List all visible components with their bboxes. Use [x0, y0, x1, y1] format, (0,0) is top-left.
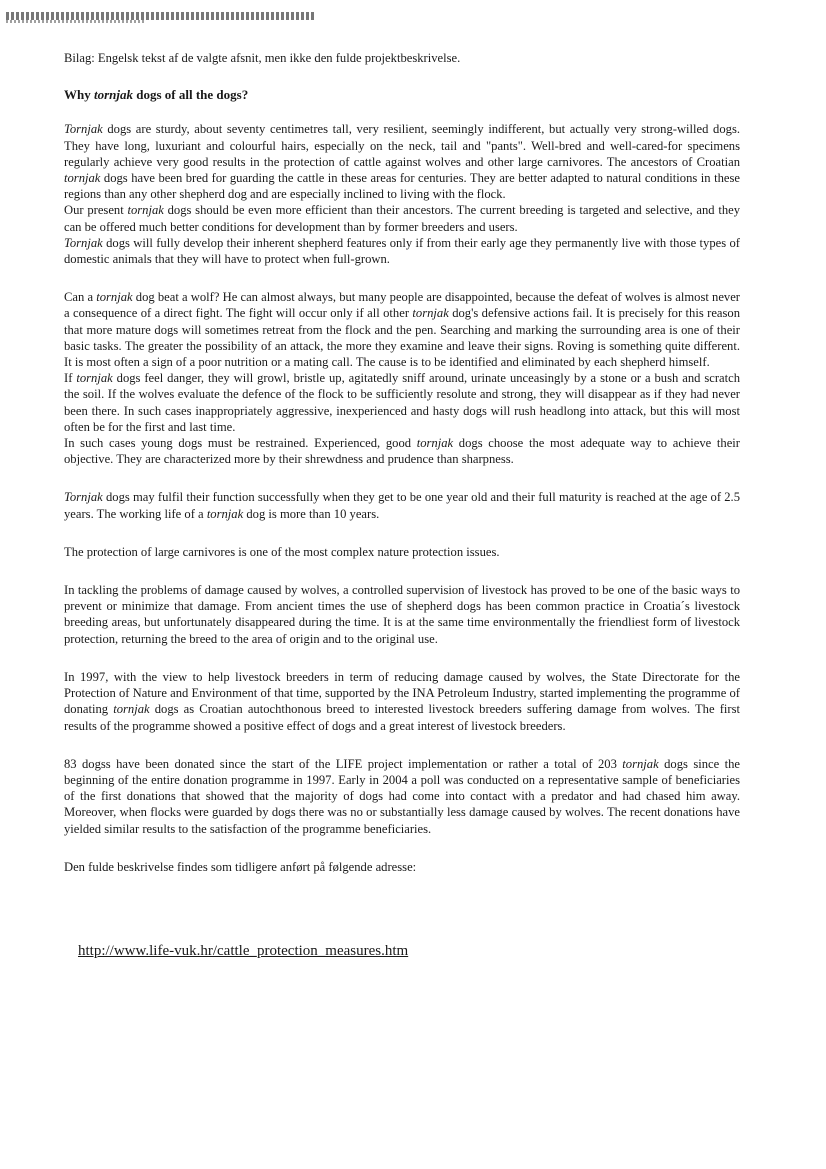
appendix-note: Bilag: Engelsk tekst af de valgte afsnit, men ikke den fulde projektbeskrivelse. — [64, 51, 461, 65]
paragraph-carnivore-protection: The protection of large carnivores is one of the most complex nature protection issues. — [64, 544, 500, 559]
paragraph-livestock-supervision: In tackling the problems of damage caused by wolves, a controlled supervision of livestock has proved to be one of the basic ways to prevent or minimize that damage. From ancient times the use of shepherd dogs has been common practice in Croatia´s livestock breeding areas, but unfortunately disappeared during the time. It is at the same time environmentally the friendliest form of livestock protection, returning the breed to the area of origin and to the original use. — [64, 583, 740, 646]
document-title: Why tornjak dogs of all the dogs? — [64, 87, 249, 103]
paragraph-young-dogs: In such cases young dogs must be restrained. Experienced, good tornjak dogs choose the most adequate way to achieve their objective. They are characterized more by their shrewdness and prudence than sharpness. — [64, 436, 740, 467]
paragraph-danger: If tornjak dogs feel danger, they will growl, bristle up, agitatedly sniff around, urinate unceasingly by a stone or a bush and scratch the soil. If the wolves evaluate the defence of the flock to be sufficiently resolute and strong, they will disappear as if they had never been there. In such cases inappropriately aggressive, inexperienced and hasty dogs will rush headlong into attack, but this will most often be for the first and last time. — [64, 371, 740, 434]
project-url-link[interactable]: http://www.life-vuk.hr/cattle_protection_measures.htm — [78, 942, 409, 959]
paragraph-present-dogs: Our present tornjak dogs should be even more efficient than their ancestors. The current breeding is targeted and selective, and they can be offered much better conditions for development than by former breeders and users. Tornjak dogs will fully develop their inherent shepherd features only if from their early age they permanently live with those types of domestic animals that they will have to protect when full-grown. — [64, 203, 740, 267]
paragraph-maturity: Tornjak dogs may fulfil their function successfully when they get to be one year old and their full maturity is reached at the age of 2.5 years. The working life of a tornjak dog is more than 10 years. — [64, 490, 740, 521]
paragraph-life-project: 83 dogss have been donated since the start of the LIFE project implementation or rather a total of 203 tornjak dogs since the beginning of the entire donation programme in 1997. Early in 2004 a poll was conducted on a representative sample of beneficiaries of the first donations that showed that the majority of dogs had come into contact with a predator and had chased him away. Moreover, when flocks were guarded by dogs there was no or substantially less damage caused by wolves. The recent donations have yielded similar results to the satisfaction of the programme beneficiaries. — [64, 756, 741, 836]
scan-artifact-2 — [6, 20, 146, 23]
paragraph-wolf-fight: Can a tornjak dog beat a wolf? He can almost always, but many people are disappointed, because the defeat of wolves is almost never a consequence of a direct fight. The fight will occur only if all other tornjak dog's defensive actions fail. It is precisely for this reason that more mature dogs will sometimes retreat from the flock and the pen. Searching and marking the surrounding area is one of their basic tasks. The greater the possibility of an attack, the more they examine and leave their signs. Roving is something quite different. It is most often a sign of a poor nutrition or a mating call. The cause is to be identified and eliminated by each shepherd himself. — [64, 290, 740, 370]
document-page — [64, 50, 740, 959]
paragraph-breed-description: Tornjak dogs are sturdy, about seventy centimetres tall, very resilient, seemingly indifferent, but actually very strong-willed dogs. They have long, luxuriant and colourful hairs, especially on the neck, tail and "pants". Well-bred and well-cared-for specimens regularly achieve very good results in the protection of cattle against wolves and other large carnivores. The ancestors of Croatian tornjak dogs have been bred for guarding the cattle in these areas for centuries. They are better adapted to natural conditions in these regions than any other shepherd dog and are especially inclined to living with the flock. — [64, 122, 740, 202]
scan-artifact — [6, 12, 314, 20]
paragraph-donation-programme: In 1997, with the view to help livestock breeders in term of reducing damage caused by wolves, the State Directorate for the Protection of Nature and Environment of that time, supported by the INA Petroleum Industry, started implementing the programme of donating tornjak dogs as Croatian autochthonous breed to interested livestock breeders suffering damage from wolves. The first results of the programme showed a positive effect of dogs and a great interest of livestock breeders. — [64, 669, 740, 733]
danish-reference-note: Den fulde beskrivelse findes som tidligere anført på følgende adresse: — [64, 859, 417, 874]
